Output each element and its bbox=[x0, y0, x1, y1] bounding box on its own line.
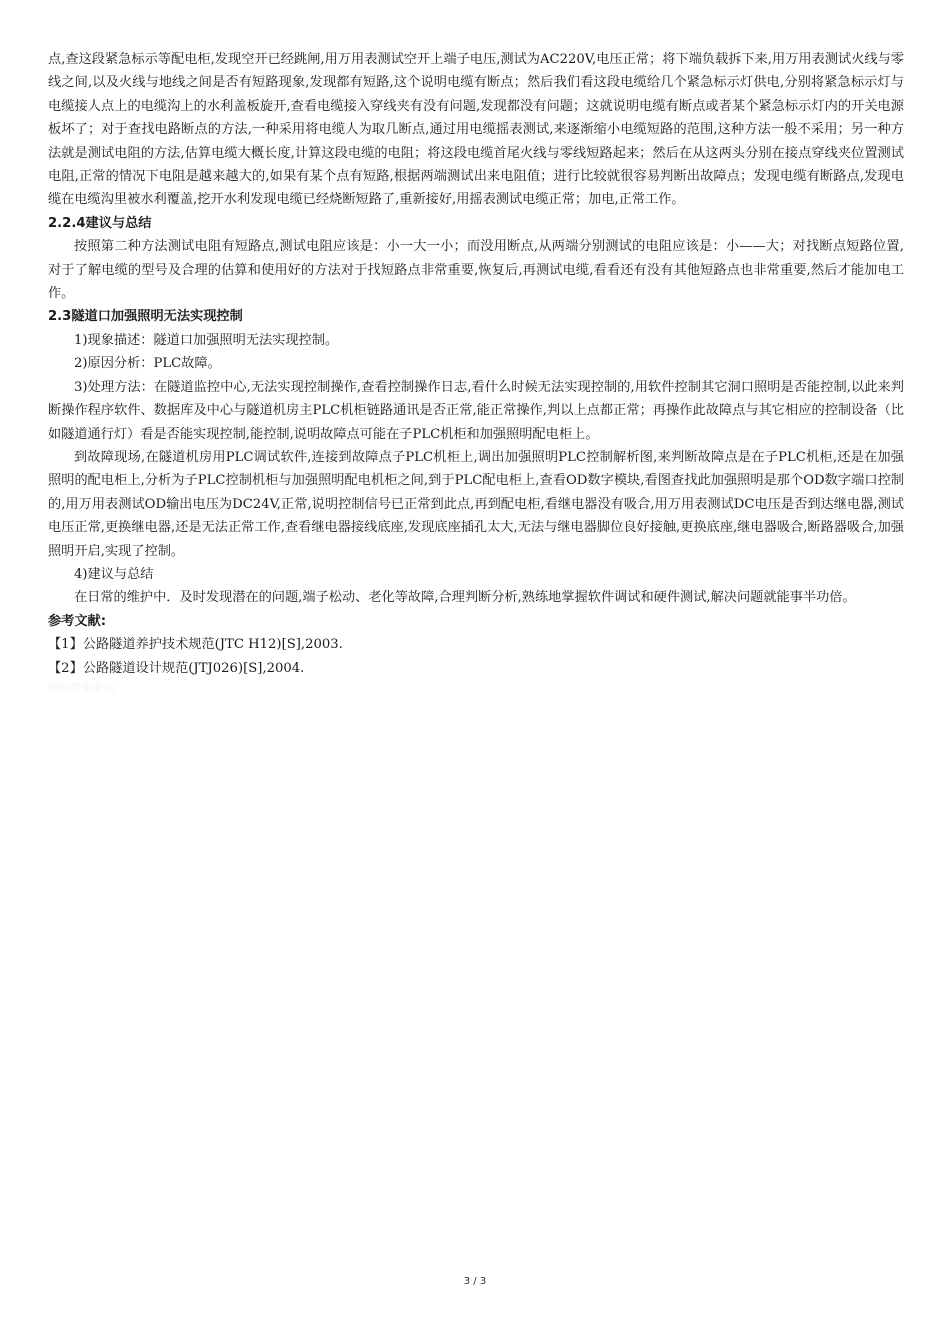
page-number: 3 / 3 bbox=[463, 1276, 487, 1287]
paragraph-phenomenon: 1)现象描述：隧道口加强照明无法实现控制。 bbox=[74, 332, 339, 348]
section-heading-2-2-4: 2.2.4建议与总结 bbox=[48, 215, 152, 231]
reference-item: 【1】公路隧道养护技术规范(JTC H12)[S],2003. bbox=[48, 637, 343, 653]
reference-item: 【2】公路隧道设计规范(JTJ026)[S],2004. bbox=[48, 661, 305, 677]
references-list bbox=[48, 633, 904, 681]
document-page bbox=[48, 48, 904, 695]
watermark-text: 知识改变命运 bbox=[48, 681, 114, 695]
paragraph-cause: 2)原因分析：PLC故障。 bbox=[74, 356, 221, 372]
paragraph-intro: 点,查这段紧急标示等配电柜,发现空开已经跳闸,用万用表测试空开上端子电压,测试为AC220V,电压正常；将下端负载拆下来,用万用表测试火线与零线之间,以及火线与地线之间是否有短路现象,发现都有短路,这个说明电缆有断点；然后我们看这段电缆给几个紧急标示灯供电,分别将紧急标示灯与电缆接人点上的电缆沟上的水利盖板旋开,查看电缆接入穿线夹有没有问题,发现都没有问题；这就说明电缆有断点或者某个紧急标示灯内的开关电源板坏了；对于查找电路断点的方法,一种采用将电缆人为取几断点,通过用电缆摇表测试,来逐渐缩小电缆短路的范围,这种方法一般不采用；另一种方法就是测试电阻的方法,估算电缆大概长度,计算这段电缆的电阻；将这段电缆首尾火线与零线短路起来；然后在从这两头分别在接点穿线夹位置测试电阻,正常的情况下电阻是越来越大的,如果有某个点有短路,根据两端测试出来电阻值；进行比较就很容易判断出故障点；发现电缆有断路点,发现电缆在电缆沟里被水利覆盖,挖开水利发现电缆已经烧断短路了,重新接好,用摇表测试电缆正常；加电,正常工作。 bbox=[48, 52, 904, 208]
paragraph-2-2-4: 按照第二种方法测试电阻有短路点,测试电阻应该是：小一大一小；而没用断点,从两端分别测试的电阻应该是：小——大；对找断点短路位置,对于了解电缆的型号及合理的估算和使用好的方法对于找短路点非常重要,恢复后,再测试电缆,看看还有没有其他短路点也非常重要,然后才能加电工作。 bbox=[48, 239, 904, 302]
paragraph-field-work: 到故障现场,在隧道机房用PLC调试软件,连接到故障点子PLC机柜上,调出加强照明PLC控制解析图,来判断故障点是在子PLC机柜,还是在加强照明的配电柜上,分析为子PLC控制机柜与加强照明配电机柜之间,到于PLC配电柜上,查看OD数字模块,看图查找此加强照明是那个OD数字端口控制的,用万用表测试OD输出电压为DC24V,正常,说明控制信号已正常到此点,再到配电柜,看继电器没有吸合,用万用表测试DC电压是否到达继电器,测试电压正常,更换继电器,还是无法正常工作,查看继电器接线底座,发现底座插孔太大,无法与继电器脚位良好接触,更换底座,继电器吸合,断路器吸合,加强照明开启,实现了控制。 bbox=[48, 449, 904, 559]
paragraph-method: 3)处理方法：在隧道监控中心,无法实现控制操作,查看控制操作日志,看什么时候无法实现控制的,用软件控制其它洞口照明是否能控制,以此来判断操作程序软件、数据库及中心与隧道机房主PLC机柜链路通讯是否正常,能正常操作,判以上点都正常；再操作此故障点与其它相应的控制设备（比如隧道通行灯）看是否能实现控制,能控制,说明故障点可能在子PLC机柜和加强照明配电柜上。 bbox=[48, 379, 904, 442]
paragraph-summary-label: 4)建议与总结 bbox=[74, 566, 154, 582]
section-heading-2-3: 2.3隧道口加强照明无法实现控制 bbox=[48, 309, 243, 325]
paragraph-summary: 在日常的维护中．及时发现潜在的问题,端子松动、老化等故障,合理判断分析,熟练地掌握软件调试和硬件测试,解决问题就能事半功倍。 bbox=[74, 590, 856, 606]
references-title: 参考文献: bbox=[48, 613, 107, 629]
